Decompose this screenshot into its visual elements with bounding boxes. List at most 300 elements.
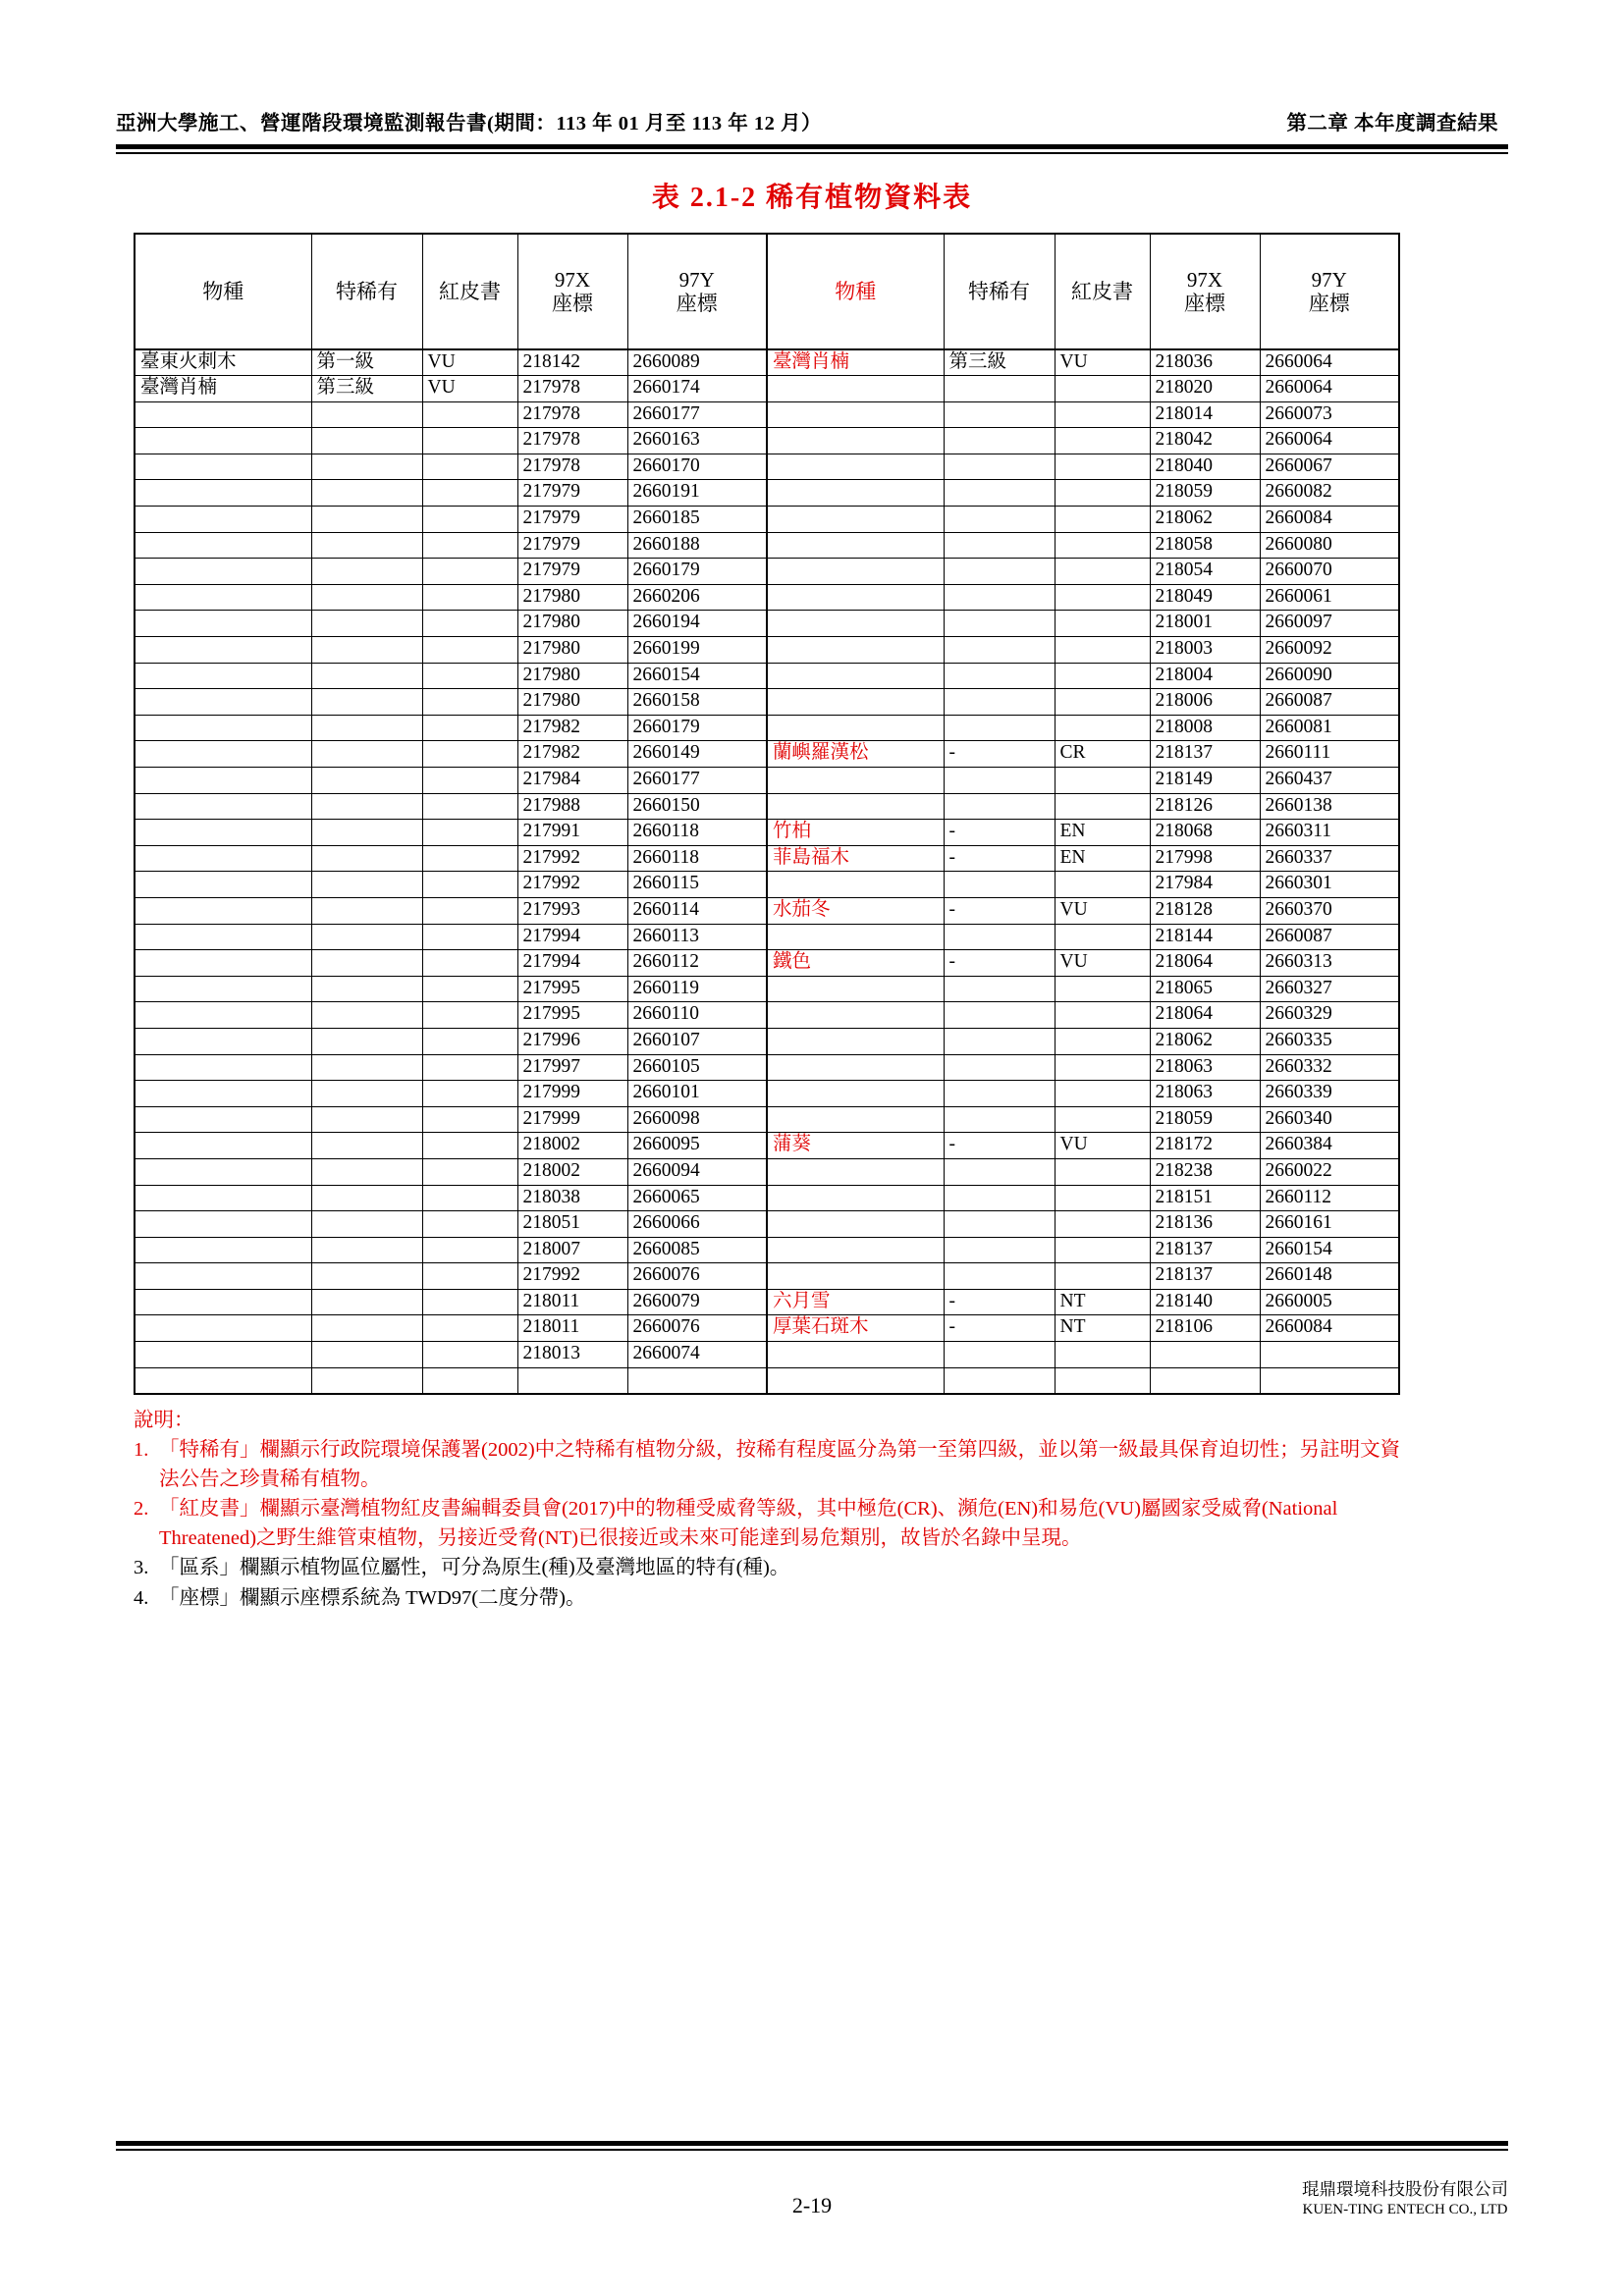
table-title: 表 2.1-2 稀有植物資料表 bbox=[651, 183, 973, 213]
cell-x-left: 217994 bbox=[517, 924, 627, 950]
cell-y-left: 2660163 bbox=[627, 428, 767, 454]
cell-rarity-left bbox=[311, 715, 422, 741]
cell-species-right bbox=[767, 1054, 944, 1081]
cell-y-left: 2660105 bbox=[627, 1054, 767, 1081]
cell-redbook-left bbox=[422, 1002, 517, 1029]
cell-rarity-left bbox=[311, 1158, 422, 1185]
note-text: 「座標」欄顯示座標系統為 TWD97(二度分帶)。 bbox=[159, 1586, 586, 1609]
cell-redbook-left bbox=[422, 924, 517, 950]
cell-redbook-right bbox=[1055, 872, 1150, 898]
cell-x-left: 218007 bbox=[517, 1237, 627, 1263]
cell-species-right: 水茄冬 bbox=[767, 897, 944, 924]
cell-y-right: 2660337 bbox=[1260, 845, 1399, 872]
cell-rarity-right bbox=[944, 401, 1055, 428]
cell-y-left: 2660194 bbox=[627, 611, 767, 637]
cell-redbook-left bbox=[422, 532, 517, 559]
header-y-left bbox=[627, 234, 767, 349]
cell-species-left bbox=[135, 1054, 311, 1081]
table-header-row bbox=[135, 234, 1399, 349]
cell-y-left: 2660150 bbox=[627, 793, 767, 820]
table-row bbox=[135, 793, 1399, 820]
cell-redbook-left bbox=[422, 950, 517, 977]
cell-x-left: 217980 bbox=[517, 689, 627, 716]
cell-species-right bbox=[767, 376, 944, 402]
cell-species-right bbox=[767, 689, 944, 716]
cell-x-right: 218006 bbox=[1150, 689, 1260, 716]
cell-x-right: 218059 bbox=[1150, 480, 1260, 507]
cell-rarity-right bbox=[944, 1237, 1055, 1263]
cell-species-left bbox=[135, 1081, 311, 1107]
cell-species-right: 臺灣肖楠 bbox=[767, 349, 944, 376]
table-row bbox=[135, 741, 1399, 768]
cell-x-left: 217978 bbox=[517, 428, 627, 454]
cell-species-left bbox=[135, 1185, 311, 1211]
cell-species-right bbox=[767, 480, 944, 507]
cell-y-right: 2660161 bbox=[1260, 1211, 1399, 1238]
cell-redbook-right bbox=[1055, 1054, 1150, 1081]
cell-x-left: 217979 bbox=[517, 507, 627, 533]
cell-y-right: 2660329 bbox=[1260, 1002, 1399, 1029]
cell-rarity-right bbox=[944, 584, 1055, 611]
table-row bbox=[135, 924, 1399, 950]
cell-redbook-right bbox=[1055, 1002, 1150, 1029]
table-row bbox=[135, 1211, 1399, 1238]
cell-x-left: 217992 bbox=[517, 1263, 627, 1290]
note-item bbox=[134, 1495, 1410, 1553]
table-body bbox=[135, 349, 1399, 1394]
cell-redbook-left bbox=[422, 1237, 517, 1263]
header-rarity-left: 特稀有 bbox=[311, 234, 422, 349]
cell-x-left bbox=[517, 1367, 627, 1394]
header-rule bbox=[116, 144, 1508, 154]
cell-species-left bbox=[135, 611, 311, 637]
cell-x-left: 218038 bbox=[517, 1185, 627, 1211]
cell-species-left bbox=[135, 1158, 311, 1185]
cell-redbook-left bbox=[422, 1185, 517, 1211]
table-row bbox=[135, 454, 1399, 480]
cell-y-right: 2660301 bbox=[1260, 872, 1399, 898]
cell-rarity-left bbox=[311, 480, 422, 507]
cell-x-left: 217993 bbox=[517, 897, 627, 924]
cell-rarity-right bbox=[944, 480, 1055, 507]
cell-y-left: 2660199 bbox=[627, 637, 767, 664]
cell-y-left: 2660076 bbox=[627, 1263, 767, 1290]
cell-species-right: 六月雪 bbox=[767, 1289, 944, 1315]
cell-species-left bbox=[135, 1211, 311, 1238]
cell-rarity-right bbox=[944, 1106, 1055, 1133]
cell-species-right bbox=[767, 1185, 944, 1211]
cell-rarity-right bbox=[944, 715, 1055, 741]
header-x-left-line2: 座標 bbox=[552, 292, 593, 315]
cell-rarity-right bbox=[944, 454, 1055, 480]
cell-redbook-left bbox=[422, 1211, 517, 1238]
cell-x-right: 218042 bbox=[1150, 428, 1260, 454]
cell-x-left: 217997 bbox=[517, 1054, 627, 1081]
cell-species-left bbox=[135, 768, 311, 794]
cell-species-left bbox=[135, 872, 311, 898]
cell-redbook-right: NT bbox=[1055, 1315, 1150, 1342]
note-text: 「區系」欄顯示植物區位屬性，可分為原生(種)及臺灣地區的特有(種)。 bbox=[159, 1557, 790, 1579]
cell-x-right: 218063 bbox=[1150, 1081, 1260, 1107]
cell-x-right: 218062 bbox=[1150, 507, 1260, 533]
cell-y-left: 2660170 bbox=[627, 454, 767, 480]
cell-x-left: 217979 bbox=[517, 480, 627, 507]
cell-y-right bbox=[1260, 1367, 1399, 1394]
cell-rarity-left bbox=[311, 924, 422, 950]
cell-species-right bbox=[767, 559, 944, 585]
cell-rarity-right: - bbox=[944, 1315, 1055, 1342]
cell-x-right: 217984 bbox=[1150, 872, 1260, 898]
note-index: 2. bbox=[134, 1498, 149, 1521]
cell-rarity-left bbox=[311, 1002, 422, 1029]
cell-x-left: 217999 bbox=[517, 1081, 627, 1107]
cell-x-right: 218068 bbox=[1150, 820, 1260, 846]
cell-rarity-right bbox=[944, 1081, 1055, 1107]
cell-y-right: 2660080 bbox=[1260, 532, 1399, 559]
cell-redbook-left bbox=[422, 793, 517, 820]
header-x-right-line2: 座標 bbox=[1184, 292, 1225, 315]
cell-rarity-left bbox=[311, 793, 422, 820]
cell-redbook-right bbox=[1055, 559, 1150, 585]
header-x-right bbox=[1150, 234, 1260, 349]
cell-redbook-right bbox=[1055, 428, 1150, 454]
cell-species-left bbox=[135, 637, 311, 664]
cell-redbook-left bbox=[422, 689, 517, 716]
cell-rarity-left bbox=[311, 1185, 422, 1211]
cell-redbook-left bbox=[422, 1263, 517, 1290]
cell-rarity-right bbox=[944, 872, 1055, 898]
cell-x-right: 218137 bbox=[1150, 741, 1260, 768]
cell-x-left: 217991 bbox=[517, 820, 627, 846]
cell-x-left: 217996 bbox=[517, 1028, 627, 1054]
cell-y-right: 2660005 bbox=[1260, 1289, 1399, 1315]
cell-redbook-left bbox=[422, 1367, 517, 1394]
cell-y-left: 2660118 bbox=[627, 845, 767, 872]
table-row bbox=[135, 820, 1399, 846]
header-y-left-line2: 座標 bbox=[676, 292, 718, 315]
table-row bbox=[135, 376, 1399, 402]
cell-y-left: 2660112 bbox=[627, 950, 767, 977]
cell-species-right bbox=[767, 532, 944, 559]
cell-species-right bbox=[767, 1002, 944, 1029]
cell-rarity-left bbox=[311, 507, 422, 533]
cell-species-left bbox=[135, 1367, 311, 1394]
cell-redbook-right bbox=[1055, 480, 1150, 507]
cell-redbook-right bbox=[1055, 1081, 1150, 1107]
cell-species-right: 菲島福木 bbox=[767, 845, 944, 872]
cell-y-left: 2660085 bbox=[627, 1237, 767, 1263]
cell-y-left: 2660191 bbox=[627, 480, 767, 507]
cell-rarity-left: 第三級 bbox=[311, 376, 422, 402]
cell-x-right bbox=[1150, 1342, 1260, 1368]
table-row bbox=[135, 637, 1399, 664]
cell-species-left bbox=[135, 793, 311, 820]
cell-redbook-right bbox=[1055, 924, 1150, 950]
cell-rarity-left bbox=[311, 897, 422, 924]
cell-x-right: 218049 bbox=[1150, 584, 1260, 611]
cell-y-right: 2660084 bbox=[1260, 1315, 1399, 1342]
cell-x-right: 218137 bbox=[1150, 1263, 1260, 1290]
cell-species-right bbox=[767, 611, 944, 637]
cell-species-right bbox=[767, 976, 944, 1002]
cell-rarity-right bbox=[944, 637, 1055, 664]
cell-rarity-left bbox=[311, 1054, 422, 1081]
cell-redbook-left bbox=[422, 663, 517, 689]
cell-species-left bbox=[135, 820, 311, 846]
cell-x-left: 217978 bbox=[517, 401, 627, 428]
cell-redbook-right bbox=[1055, 689, 1150, 716]
cell-redbook-right bbox=[1055, 584, 1150, 611]
cell-x-right: 218064 bbox=[1150, 1002, 1260, 1029]
table-row bbox=[135, 1081, 1399, 1107]
cell-redbook-left bbox=[422, 584, 517, 611]
cell-redbook-right bbox=[1055, 1158, 1150, 1185]
cell-rarity-right bbox=[944, 768, 1055, 794]
cell-x-right: 218040 bbox=[1150, 454, 1260, 480]
cell-x-left: 218011 bbox=[517, 1315, 627, 1342]
cell-rarity-left bbox=[311, 1211, 422, 1238]
cell-y-left: 2660113 bbox=[627, 924, 767, 950]
cell-rarity-left bbox=[311, 741, 422, 768]
cell-redbook-right bbox=[1055, 507, 1150, 533]
cell-species-left bbox=[135, 428, 311, 454]
cell-x-right: 218144 bbox=[1150, 924, 1260, 950]
header-redbook-left: 紅皮書 bbox=[422, 234, 517, 349]
cell-redbook-right bbox=[1055, 1106, 1150, 1133]
cell-redbook-right: CR bbox=[1055, 741, 1150, 768]
cell-species-left bbox=[135, 532, 311, 559]
cell-species-right bbox=[767, 715, 944, 741]
cell-rarity-right bbox=[944, 611, 1055, 637]
cell-x-right: 218062 bbox=[1150, 1028, 1260, 1054]
cell-rarity-left bbox=[311, 611, 422, 637]
cell-y-right: 2660370 bbox=[1260, 897, 1399, 924]
cell-y-left: 2660094 bbox=[627, 1158, 767, 1185]
table-row bbox=[135, 1054, 1399, 1081]
cell-rarity-left bbox=[311, 559, 422, 585]
cell-rarity-right bbox=[944, 428, 1055, 454]
cell-redbook-right bbox=[1055, 637, 1150, 664]
cell-y-right: 2660064 bbox=[1260, 349, 1399, 376]
cell-species-left: 臺東火刺木 bbox=[135, 349, 311, 376]
header-y-left-line1: 97Y bbox=[678, 267, 715, 292]
cell-y-left: 2660114 bbox=[627, 897, 767, 924]
running-header-left: 亞洲大學施工、營運階段環境監測報告書(期間：113 年 01 月至 113 年 12 月） bbox=[116, 113, 822, 134]
cell-y-right: 2660340 bbox=[1260, 1106, 1399, 1133]
cell-y-right: 2660087 bbox=[1260, 689, 1399, 716]
cell-redbook-right bbox=[1055, 1367, 1150, 1394]
cell-redbook-right bbox=[1055, 1211, 1150, 1238]
cell-species-left bbox=[135, 741, 311, 768]
cell-rarity-left bbox=[311, 1081, 422, 1107]
table-row bbox=[135, 428, 1399, 454]
cell-species-right bbox=[767, 1367, 944, 1394]
header-y-right-line2: 座標 bbox=[1308, 292, 1350, 315]
cell-redbook-left bbox=[422, 1054, 517, 1081]
cell-x-left: 218142 bbox=[517, 349, 627, 376]
cell-x-right: 218036 bbox=[1150, 349, 1260, 376]
cell-y-left: 2660177 bbox=[627, 768, 767, 794]
cell-species-right: 厚葉石斑木 bbox=[767, 1315, 944, 1342]
header-x-right-line1: 97X bbox=[1186, 267, 1223, 292]
cell-y-left: 2660149 bbox=[627, 741, 767, 768]
table-row bbox=[135, 1315, 1399, 1342]
cell-x-left: 217984 bbox=[517, 768, 627, 794]
cell-redbook-left bbox=[422, 845, 517, 872]
table-row bbox=[135, 976, 1399, 1002]
cell-rarity-left bbox=[311, 637, 422, 664]
note-item bbox=[134, 1554, 1410, 1583]
cell-rarity-left bbox=[311, 1133, 422, 1159]
table-row bbox=[135, 950, 1399, 977]
cell-rarity-right bbox=[944, 924, 1055, 950]
cell-species-right bbox=[767, 507, 944, 533]
cell-y-right: 2660081 bbox=[1260, 715, 1399, 741]
cell-y-right: 2660148 bbox=[1260, 1263, 1399, 1290]
cell-y-right: 2660311 bbox=[1260, 820, 1399, 846]
cell-rarity-right bbox=[944, 689, 1055, 716]
cell-species-left bbox=[135, 1028, 311, 1054]
cell-redbook-left bbox=[422, 820, 517, 846]
cell-y-left: 2660188 bbox=[627, 532, 767, 559]
header-redbook-right: 紅皮書 bbox=[1055, 234, 1150, 349]
cell-species-right bbox=[767, 454, 944, 480]
table-row bbox=[135, 1263, 1399, 1290]
cell-x-left: 217982 bbox=[517, 715, 627, 741]
cell-redbook-left bbox=[422, 1133, 517, 1159]
cell-redbook-right bbox=[1055, 1342, 1150, 1368]
cell-rarity-left bbox=[311, 768, 422, 794]
cell-species-left bbox=[135, 401, 311, 428]
cell-rarity-right bbox=[944, 507, 1055, 533]
cell-y-left: 2660158 bbox=[627, 689, 767, 716]
cell-species-right bbox=[767, 1028, 944, 1054]
cell-rarity-left bbox=[311, 1106, 422, 1133]
cell-y-left: 2660119 bbox=[627, 976, 767, 1002]
cell-rarity-left bbox=[311, 584, 422, 611]
cell-x-right: 218238 bbox=[1150, 1158, 1260, 1185]
cell-x-right: 218014 bbox=[1150, 401, 1260, 428]
cell-species-left bbox=[135, 976, 311, 1002]
notes-heading: 說明： bbox=[134, 1409, 194, 1431]
cell-y-right: 2660067 bbox=[1260, 454, 1399, 480]
cell-rarity-right bbox=[944, 1185, 1055, 1211]
cell-rarity-right: - bbox=[944, 741, 1055, 768]
table-row bbox=[135, 401, 1399, 428]
cell-species-right bbox=[767, 1081, 944, 1107]
cell-x-left: 217995 bbox=[517, 976, 627, 1002]
cell-y-right: 2660064 bbox=[1260, 428, 1399, 454]
cell-y-left: 2660118 bbox=[627, 820, 767, 846]
cell-redbook-left bbox=[422, 872, 517, 898]
cell-x-right: 218128 bbox=[1150, 897, 1260, 924]
table-row bbox=[135, 584, 1399, 611]
cell-y-right: 2660070 bbox=[1260, 559, 1399, 585]
cell-y-left: 2660154 bbox=[627, 663, 767, 689]
cell-y-right: 2660384 bbox=[1260, 1133, 1399, 1159]
cell-rarity-left bbox=[311, 689, 422, 716]
cell-redbook-right: VU bbox=[1055, 1133, 1150, 1159]
table-row bbox=[135, 1002, 1399, 1029]
cell-y-right: 2660112 bbox=[1260, 1185, 1399, 1211]
cell-rarity-right: 第三級 bbox=[944, 349, 1055, 376]
cell-rarity-left bbox=[311, 1367, 422, 1394]
cell-x-right: 218140 bbox=[1150, 1289, 1260, 1315]
cell-x-left: 217988 bbox=[517, 793, 627, 820]
cell-rarity-right bbox=[944, 1158, 1055, 1185]
cell-y-right: 2660073 bbox=[1260, 401, 1399, 428]
cell-x-left: 217992 bbox=[517, 872, 627, 898]
cell-y-left: 2660079 bbox=[627, 1289, 767, 1315]
table-row bbox=[135, 1367, 1399, 1394]
cell-redbook-left bbox=[422, 1028, 517, 1054]
table-row bbox=[135, 349, 1399, 376]
cell-x-left: 218002 bbox=[517, 1133, 627, 1159]
cell-x-right: 218151 bbox=[1150, 1185, 1260, 1211]
cell-rarity-right bbox=[944, 1211, 1055, 1238]
cell-redbook-right bbox=[1055, 793, 1150, 820]
cell-redbook-left bbox=[422, 976, 517, 1002]
cell-species-right bbox=[767, 1237, 944, 1263]
cell-redbook-left bbox=[422, 768, 517, 794]
cell-rarity-left bbox=[311, 1289, 422, 1315]
table-row bbox=[135, 507, 1399, 533]
cell-y-left: 2660101 bbox=[627, 1081, 767, 1107]
cell-x-right: 217998 bbox=[1150, 845, 1260, 872]
cell-redbook-left bbox=[422, 741, 517, 768]
note-text: 「特稀有」欄顯示行政院環境保護署(2002)中之特稀有植物分級，按稀有程度區分為第一至第四級，並以第一級最具保育迫切性；另註明文資法公告之珍貴稀有植物。 bbox=[159, 1439, 1401, 1490]
cell-rarity-left bbox=[311, 872, 422, 898]
cell-x-left: 217980 bbox=[517, 637, 627, 664]
cell-x-right: 218004 bbox=[1150, 663, 1260, 689]
cell-rarity-left bbox=[311, 1342, 422, 1368]
cell-redbook-right bbox=[1055, 1185, 1150, 1211]
cell-species-right bbox=[767, 1106, 944, 1133]
cell-species-left bbox=[135, 1237, 311, 1263]
cell-y-right bbox=[1260, 1342, 1399, 1368]
cell-y-left: 2660066 bbox=[627, 1211, 767, 1238]
cell-rarity-right bbox=[944, 376, 1055, 402]
cell-rarity-right bbox=[944, 1367, 1055, 1394]
cell-species-right: 蘭嶼羅漢松 bbox=[767, 741, 944, 768]
cell-x-right: 218008 bbox=[1150, 715, 1260, 741]
cell-x-left: 218011 bbox=[517, 1289, 627, 1315]
cell-y-left: 2660174 bbox=[627, 376, 767, 402]
note-index: 3. bbox=[134, 1557, 149, 1579]
cell-rarity-left: 第一級 bbox=[311, 349, 422, 376]
cell-species-right bbox=[767, 872, 944, 898]
cell-redbook-right bbox=[1055, 663, 1150, 689]
cell-rarity-right: - bbox=[944, 950, 1055, 977]
cell-rarity-right bbox=[944, 976, 1055, 1002]
cell-species-left bbox=[135, 950, 311, 977]
cell-redbook-left bbox=[422, 1106, 517, 1133]
cell-redbook-right bbox=[1055, 715, 1150, 741]
cell-redbook-left bbox=[422, 454, 517, 480]
cell-redbook-right bbox=[1055, 976, 1150, 1002]
cell-y-right: 2660437 bbox=[1260, 768, 1399, 794]
note-index: 4. bbox=[134, 1586, 149, 1609]
cell-rarity-right bbox=[944, 532, 1055, 559]
header-rarity-right: 特稀有 bbox=[944, 234, 1055, 349]
cell-redbook-left: VU bbox=[422, 376, 517, 402]
table-row bbox=[135, 1133, 1399, 1159]
header-x-left-line1: 97X bbox=[554, 267, 591, 292]
cell-x-right: 218003 bbox=[1150, 637, 1260, 664]
cell-y-right: 2660090 bbox=[1260, 663, 1399, 689]
cell-y-left: 2660110 bbox=[627, 1002, 767, 1029]
cell-rarity-left bbox=[311, 1263, 422, 1290]
